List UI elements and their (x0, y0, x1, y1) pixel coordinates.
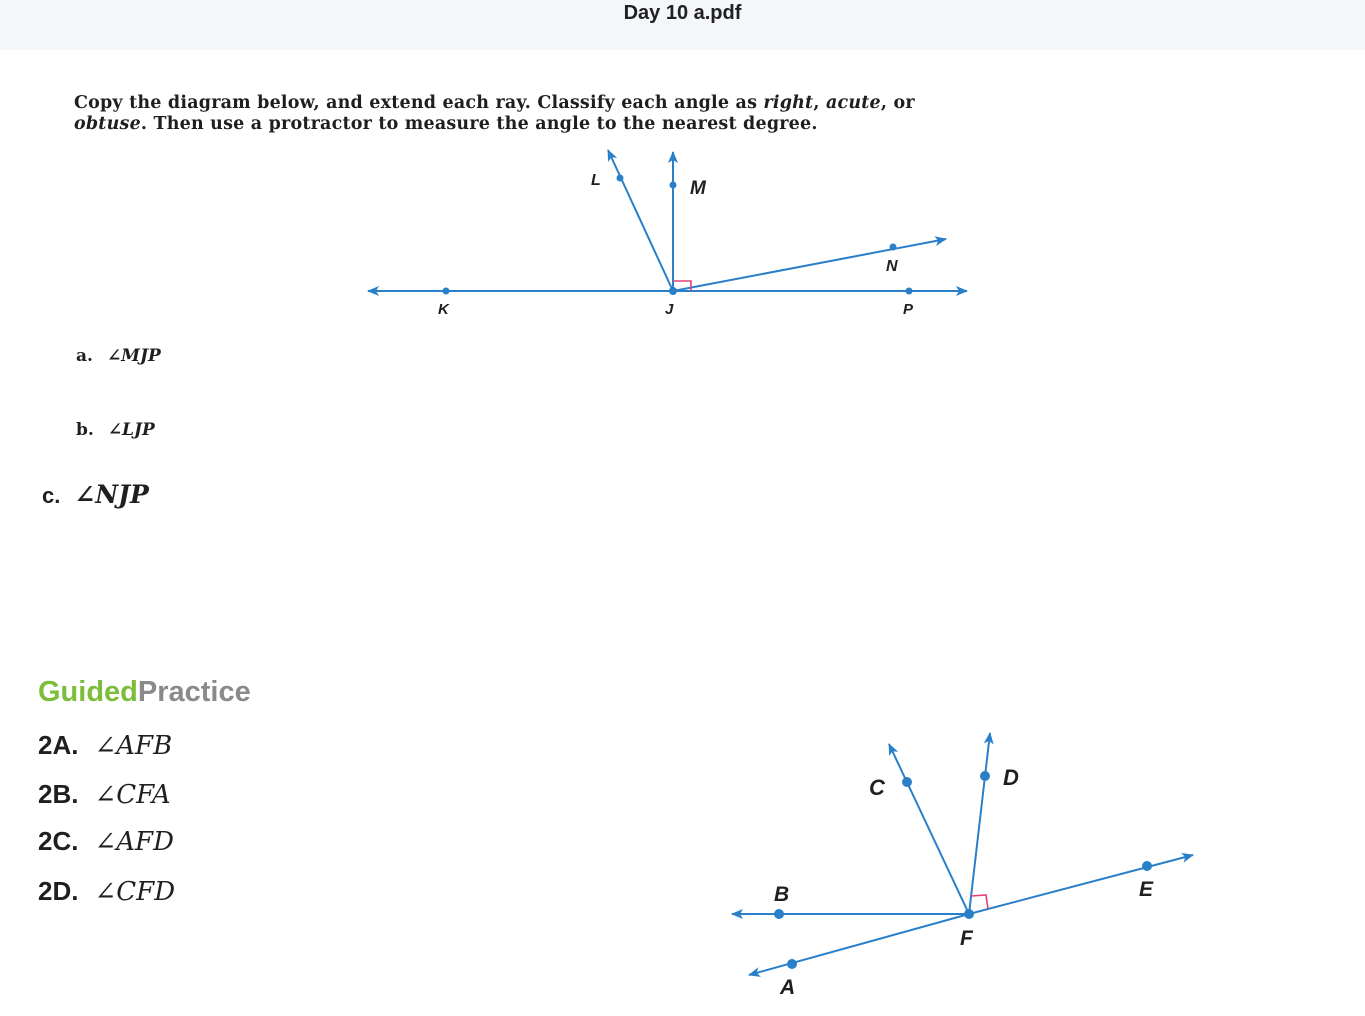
label-m: M (690, 178, 706, 199)
label-e: E (1139, 878, 1154, 901)
point-l (617, 175, 624, 182)
point-j (669, 287, 677, 295)
point-e (1142, 861, 1152, 871)
point-n (890, 244, 897, 251)
point-c (902, 777, 912, 787)
point-f (964, 909, 974, 919)
instructions-text: Copy the diagram below, and extend each ray. Classify each angle as right, acute, or obtuse. Then use a protractor to measure the angle to the nearest degree. (74, 93, 915, 134)
question-c: c. ∠NJP (42, 480, 149, 509)
point-d (980, 771, 990, 781)
ray-fc (889, 744, 969, 914)
label-b: B (774, 883, 790, 906)
diagram-angles-at-f (732, 733, 1193, 999)
label-p: P (903, 301, 914, 318)
guided-item-2c: 2C. ∠AFD (38, 826, 174, 857)
ray-jl (608, 150, 673, 291)
label-j: J (665, 301, 674, 318)
question-a: a. ∠MJP (76, 346, 161, 366)
point-a (787, 959, 797, 969)
guided-item-2d: 2D. ∠CFD (38, 876, 176, 907)
point-p (906, 288, 913, 295)
label-n: N (886, 258, 898, 275)
label-c: C (869, 775, 885, 800)
ray-fe (969, 855, 1193, 914)
label-d: D (1003, 765, 1019, 790)
label-l: L (591, 172, 601, 189)
ray-jn (673, 239, 946, 291)
diagram-angles-at-j (368, 150, 967, 318)
guided-item-2a: 2A. ∠AFB (38, 730, 173, 761)
question-b: b. ∠LJP (76, 420, 155, 440)
point-b (774, 909, 784, 919)
document-title: Day 10 a.pdf (623, 2, 742, 24)
ray-fd (969, 733, 990, 914)
guided-item-2b: 2B. ∠CFA (38, 779, 171, 810)
right-angle-mark-f (971, 895, 988, 909)
label-f: F (960, 927, 973, 950)
guided-practice-heading: GuidedPractice (38, 676, 251, 708)
label-k: K (438, 301, 449, 318)
ray-fa (749, 914, 969, 975)
label-a: A (780, 976, 796, 999)
point-k (443, 288, 450, 295)
point-m (670, 182, 677, 189)
